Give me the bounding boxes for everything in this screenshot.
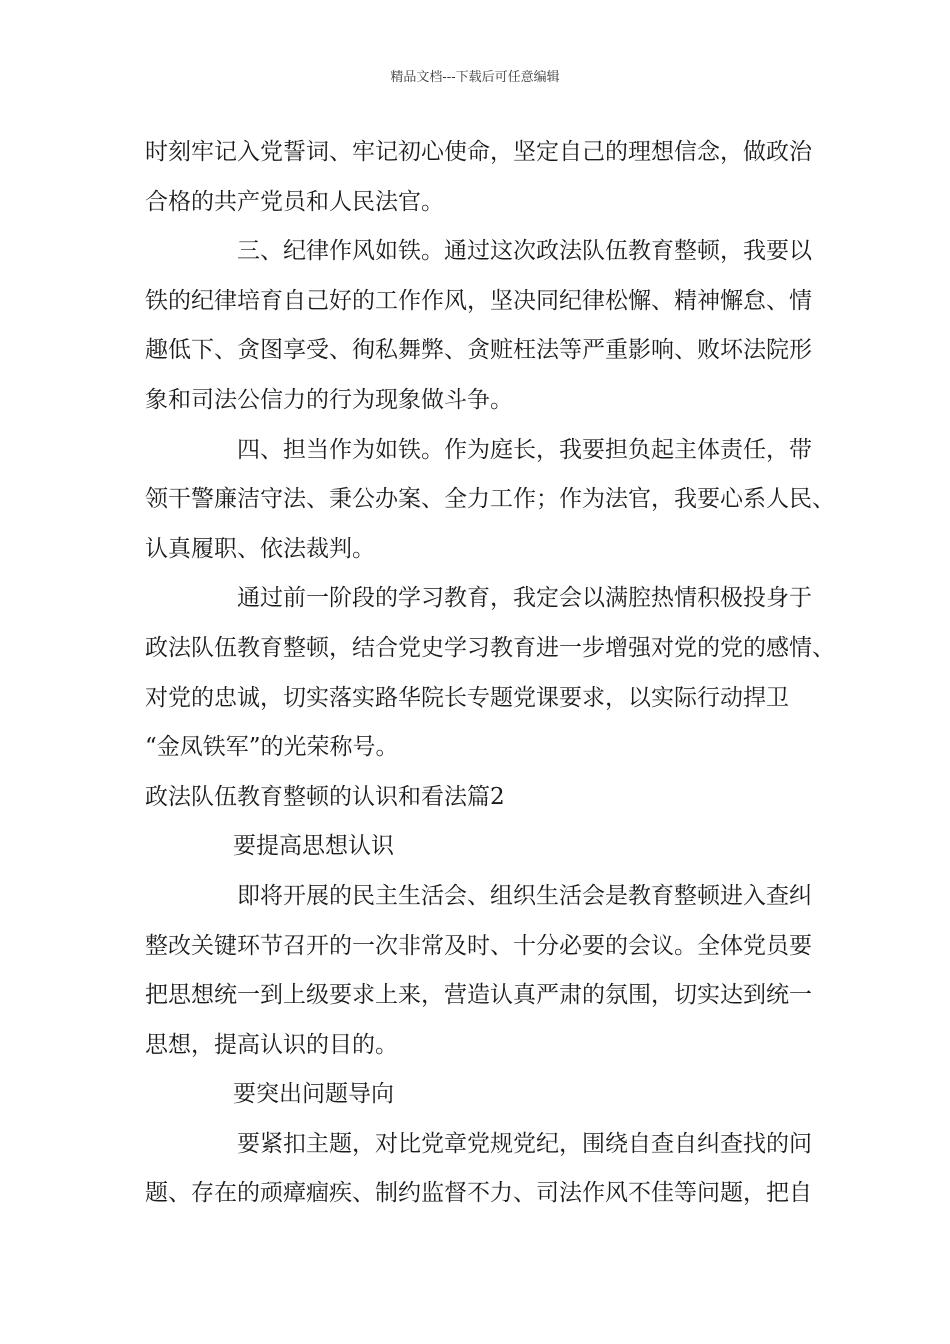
text-line: 铁的纪律培育自己好的工作作风，坚决同纪律松懈、精神懈怠、情	[145, 287, 812, 314]
paragraph-conclusion	[145, 574, 835, 772]
text-line: 政法队伍教育整顿，结合党史学习教育进一步增强对党的党的感情、	[145, 634, 835, 661]
text-line: 趣低下、贪图享受、徇私舞弊、贪赃枉法等严重影响、败坏法院形	[145, 337, 812, 364]
paragraph-meeting	[145, 872, 825, 1070]
paragraph-focus	[145, 1120, 825, 1219]
text-line: 对党的忠诚，切实落实路华院长专题党课要求，以实际行动捍卫	[145, 684, 789, 711]
paragraph-discipline	[145, 227, 825, 425]
paragraph-1	[145, 128, 825, 227]
text-line: 合格的共产党员和人民法官。	[145, 188, 444, 215]
page-header: 精品文档---下载后可任意编辑	[390, 70, 560, 85]
text-line: 认真履职、依法裁判。	[145, 535, 375, 562]
text-line: 象和司法公信力的行为现象做斗争。	[145, 386, 513, 413]
text-line: 题、存在的顽瘴痼疾、制约监督不力、司法作风不佳等问题，把自	[145, 1180, 812, 1207]
text-line: 整改关键环节召开的一次非常及时、十分必要的会议。全体党员要	[145, 932, 812, 959]
text-line: 四、担当作为如铁。作为庭长，我要担负起主体责任，带	[237, 436, 812, 463]
paragraph-responsibility	[145, 426, 835, 575]
text-line: 三、纪律作风如铁。通过这次政法队伍教育整顿，我要以	[237, 238, 812, 265]
section-heading: 政法队伍教育整顿的认识和看法篇2	[145, 783, 505, 810]
text-line: 时刻牢记入党誓词、牢记初心使命，坚定自己的理想信念，做政治	[145, 139, 812, 165]
text-line: 要紧扣主题，对比党章党规党纪，围绕自查自纠查找的问	[237, 1130, 812, 1157]
text-line: 即将开展的民主生活会、组织生活会是教育整顿进入查纠	[237, 882, 812, 909]
text-line: 把思想统一到上级要求上来，营造认真严肃的氛围，切实达到统一	[145, 982, 812, 1009]
subheading-raise-awareness: 要提高思想认识	[233, 833, 394, 860]
text-line: 领干警廉洁守法、秉公办案、全力工作；作为法官，我要心系人民、	[145, 486, 835, 513]
text-line: 通过前一阶段的学习教育，我定会以满腔热情积极投身于	[237, 585, 812, 612]
text-line: 思想，提高认识的目的。	[145, 1031, 398, 1058]
subheading-problem-oriented: 要突出问题导向	[233, 1081, 394, 1108]
text-line: “金凤铁军”的光荣称号。	[145, 734, 399, 761]
document-body	[145, 128, 835, 1219]
